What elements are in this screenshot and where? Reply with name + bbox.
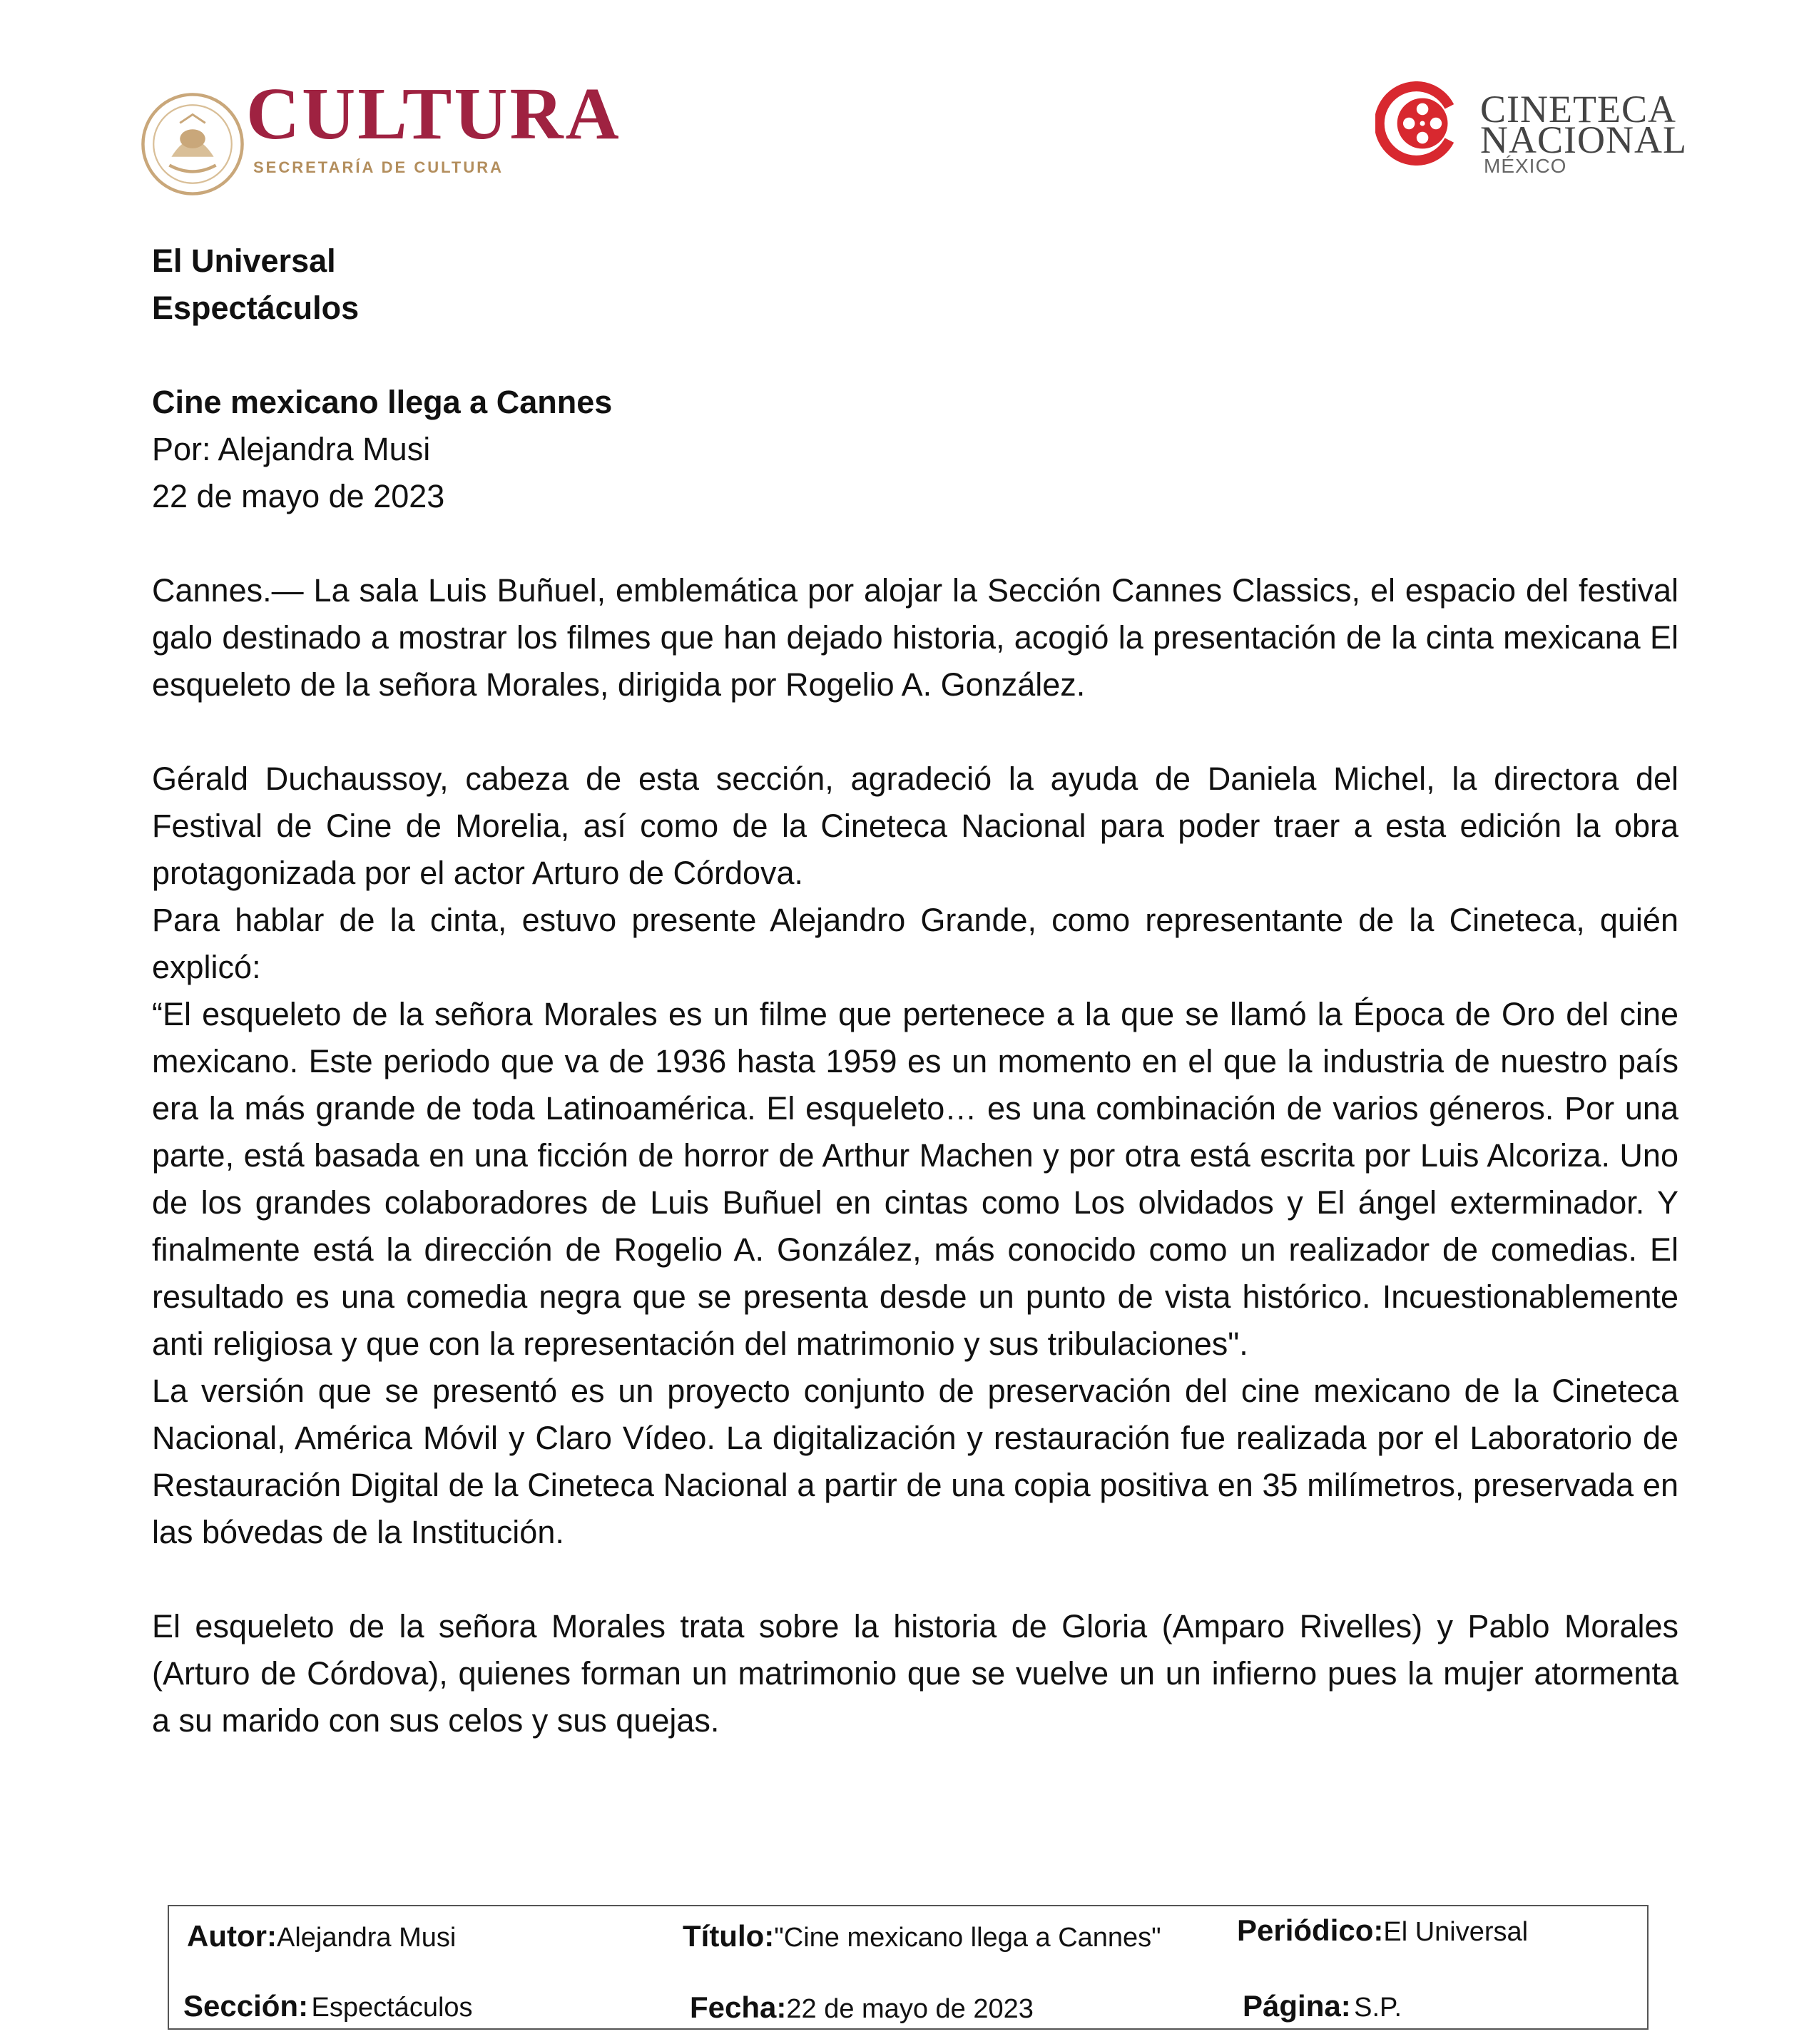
citation-newspaper bbox=[1237, 1913, 1528, 1948]
paragraph: El esqueleto de la señora Morales trata sobre la historia de Gloria (Amparo Rivelles) y Pablo Morales (Arturo de Córdova), quienes forman un matrimonio que se vuelve un un infierno pues la mujer atormenta a su marido con sus celos y sus quejas. bbox=[152, 1608, 1678, 1739]
author-label: Autor: bbox=[187, 1919, 277, 1953]
newspaper-label: Periódico: bbox=[1237, 1913, 1384, 1947]
cultura-logo-subtitle: SECRETARÍA DE CULTURA bbox=[253, 158, 504, 176]
title-label: Título: bbox=[683, 1919, 775, 1953]
cineteca-logo-line3: MÉXICO bbox=[1484, 155, 1567, 177]
film-reel-icon bbox=[1375, 81, 1459, 166]
article-byline: Por: Alejandra Musi bbox=[152, 431, 431, 467]
citation-page bbox=[1243, 1989, 1402, 2023]
citation-title bbox=[683, 1919, 1161, 1953]
coat-of-arms-icon bbox=[140, 91, 245, 197]
citation-author bbox=[187, 1919, 456, 1953]
cineteca-logo-line1: CINETECA bbox=[1480, 88, 1676, 131]
newspaper-name: El Universal bbox=[152, 243, 336, 279]
page-label: Página: bbox=[1243, 1989, 1351, 2023]
paragraph: Gérald Duchaussoy, cabeza de esta sección, agradeció la ayuda de Daniela Michel, la directora del Festival de Cine de Morelia, así como de la Cineteca Nacional para poder traer a esta edición la obra protagonizada por el actor Arturo de Córdova. bbox=[152, 761, 1678, 891]
paragraph: Cannes.— La sala Luis Buñuel, emblemática por alojar la Sección Cannes Classics, el espacio del festival galo destinado a mostrar los filmes que han dejado historia, acogió la presentación de la cinta mexicana El esqueleto de la señora Morales, dirigida por Rogelio A. González. bbox=[152, 572, 1678, 703]
date-value: 22 de mayo de 2023 bbox=[786, 1994, 1034, 2024]
article-title: Cine mexicano llega a Cannes bbox=[152, 384, 613, 420]
section-label: Sección: bbox=[183, 1989, 309, 2023]
page-value: S.P. bbox=[1354, 1993, 1402, 2023]
document-header bbox=[0, 0, 1819, 214]
paragraph-quote: “El esqueleto de la señora Morales es un filme que pertenece a la que se llamó la Época de Oro del cine mexicano. Este periodo que va de 1936 hasta 1959 es un momento en el que la industria de nuestro país era la más grande de toda Latinoamérica. El esqueleto… es una combinación de varios géneros. Por una parte, está basada en una ficción de horror de Arthur Machen y por otra está escrita por Luis Alcoriza. Uno de los grandes colaboradores de Luis Buñuel en cintas como Los olvidados y El ángel exterminador. Y finalmente está la dirección de Rogelio A. González, más conocido como un realizador de comedias. El resultado es una comedia negra que se presenta desde un punto de vista histórico. Incuestionablemente anti religiosa y que con la representación del matrimonio y sus tribulaciones". bbox=[152, 996, 1678, 1362]
article-body bbox=[152, 238, 1678, 1744]
section-value: Espectáculos bbox=[311, 1993, 473, 2023]
section-name: Espectáculos bbox=[152, 290, 360, 326]
citation-section bbox=[183, 1989, 473, 2023]
paragraph: La versión que se presentó es un proyecto conjunto de preservación del cine mexicano de la Cineteca Nacional, América Móvil y Claro Vídeo. La digitalización y restauración fue realizada por el Laboratorio de Restauración Digital de la Cineteca Nacional a partir de una copia positiva en 35 milímetros, preservada en las bóvedas de la Institución. bbox=[152, 1373, 1678, 1550]
newspaper-value: El Universal bbox=[1383, 1917, 1529, 1947]
cultura-logo-title: CULTURA bbox=[246, 73, 621, 155]
author-value: Alejandra Musi bbox=[276, 1923, 457, 1953]
citation-date bbox=[690, 1990, 1034, 2025]
article-date: 22 de mayo de 2023 bbox=[152, 478, 445, 514]
citation-box bbox=[168, 1905, 1649, 2030]
paragraph: Para hablar de la cinta, estuvo presente Alejandro Grande, como representante de la Cineteca, quién explicó: bbox=[152, 902, 1678, 985]
title-value: "Cine mexicano llega a Cannes" bbox=[774, 1923, 1161, 1953]
cineteca-logo-line2: NACIONAL bbox=[1480, 118, 1687, 161]
date-label: Fecha: bbox=[690, 1990, 787, 2024]
